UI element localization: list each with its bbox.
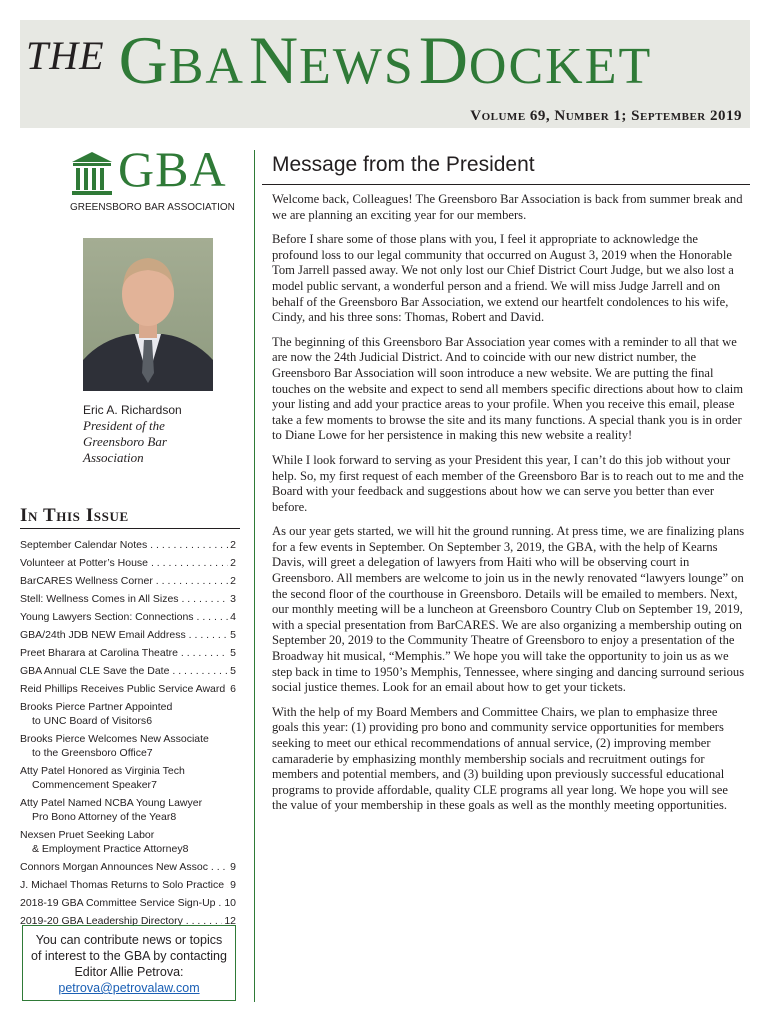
toc-divider: [20, 528, 240, 529]
contribute-text: You can contribute news or topics: [35, 933, 223, 947]
toc-item[interactable]: Volunteer at Potter’s House . . . 2: [20, 556, 236, 570]
article-body: [272, 192, 746, 823]
toc-item[interactable]: Connors Morgan Announces New Assoc . . . 9: [20, 860, 236, 874]
toc-item[interactable]: Brooks Pierce Welcomes New Associate to the Greensboro Office 7: [20, 733, 209, 759]
toc-item[interactable]: J. Michael Thomas Returns to Solo Practice . . . 9: [20, 878, 236, 892]
toc-item[interactable]: Young Lawyers Section: Connections . . . 4: [20, 610, 236, 624]
toc-item[interactable]: Stell: Wellness Comes in All Sizes . . . 3: [20, 592, 236, 606]
toc-item[interactable]: Atty Patel Named NCBA Young Lawyer Pro Bono Attorney of the Year 8: [20, 797, 203, 823]
toc-item[interactable]: GBA Annual CLE Save the Date . . . 5: [20, 664, 236, 678]
president-photo: [83, 238, 213, 391]
article-title-divider: [262, 184, 750, 185]
article-paragraph: Before I share some of those plans with you, I feel it appropriate to acknowledge the profound loss to our legal community that occurred on August 3, 2019 when the Honorable Tom Jarrell passed away. We not only lost our Chief District Court Judge, but we also lost a model public servant, a wonderful person and a friend. We will miss Judge Jarrell and on behalf of the Greensboro Bar Association, we extend our heartfelt condolences to his wife, Cindy, and his three sons: Thomas, Robert and David.: [272, 232, 734, 325]
article-paragraph: The beginning of this Greensboro Bar Association year comes with a reminder to all that we are now the 24th Judicial District. And to coincide with our new district number, the Greensboro Bar Association will soon introduce a new website. We are putting the final touches on the website and expect to send all members specific directions about how to claim your listing and add your practice areas to your profile. When you receive this email, please take a few moments to browse the site and its many functions. A special thank you is in order to Diane Lowe for her persistence in making this new website a reality!: [272, 334, 744, 443]
article-title: Message from the President: [272, 153, 535, 176]
toc-item[interactable]: Brooks Pierce Partner Appointed to UNC Board of Visitors 6: [20, 701, 173, 727]
article-paragraph: While I look forward to serving as your President this year, I can’t do this job without your help. So, my first request of each member of the Greensboro Bar is to reach out to me and the Board with your feedback and suggestions about how we can serve you better than ever before.: [272, 452, 744, 514]
president-title-line: Association: [83, 450, 144, 465]
toc-item[interactable]: GBA/24th JDB NEW Email Address . . . 5: [20, 628, 236, 642]
article-paragraph: As our year gets started, we will hit the ground running. At press time, we are finalizing plans for a few events in September. On September 3, 2019, the GBA, with the help of Kearns Davis, will greet a delegation of lawyers from Haiti who will be observing court in Greensboro. All members are welcome to join us in the newly renovated “lawyers lounge” on the second floor of the courthouse in Greensboro. Details will be emailed to members. Next, our monthly meeting will be a luncheon at Greensboro Country Club on September 19, 2019, with a special presentation from BarCARES. We are also organizing a membership outing on September 20, 2019 to the Community Theatre of Greensboro to enjoy a presentation of the Broadway hit musical, “Memphis.” We hope you will take the opportunity to join us as we step back in time to 1950’s Memphis, Tennessee, where singing and dancing surround serious social justice themes. Look for an email about how to get your tickets.: [272, 524, 745, 695]
gba-logo: [70, 141, 235, 216]
contribute-box: [22, 925, 236, 1001]
contribute-text: Editor Allie Petrova:: [74, 965, 184, 979]
issue-volume: Volume 69, Number 1; September 2019: [470, 108, 742, 124]
toc-item[interactable]: 2019-20 GBA Leadership Directory . . . 12: [20, 914, 236, 928]
president-name: Eric A. Richardson: [83, 403, 182, 417]
editor-email-link[interactable]: petrova@petrovalaw.com: [58, 981, 200, 995]
newsletter-title: THE GBA NEWS DOCKET: [26, 22, 653, 98]
portrait-illustration: [83, 238, 213, 391]
toc-item[interactable]: Preet Bharara at Carolina Theatre . . . 5: [20, 646, 236, 660]
president-caption: [83, 402, 182, 466]
contribute-text: of interest to the GBA by contacting: [31, 949, 227, 963]
president-title-line: Greensboro Bar: [83, 434, 167, 449]
courthouse-icon: [70, 150, 114, 198]
masthead: [20, 20, 750, 128]
article-paragraph: Welcome back, Colleagues! The Greensboro Bar Association is back from summer break and we are planning an exciting year for our members.: [272, 192, 743, 222]
toc-item[interactable]: BarCARES Wellness Corner . . . 2: [20, 574, 236, 588]
logo-text: GBA: [118, 141, 227, 197]
article-paragraph: With the help of my Board Members and Committee Chairs, we plan to emphasize three goals this year: (1) providing pro bono and community service opportunities for members seeking to meet our ethical recommendations of annual service, (2) improving member camaraderie by emphasizing monthly membership socials and recruitment outings for members and potential members, and (3) building upon previously successful educational programs to provide affordable, quality CLE programs all year long. We hope you will see the value of your membership in these goals as well as the monthly meeting opportunities.: [272, 704, 728, 813]
president-title-line: President of the: [83, 418, 165, 433]
toc-item[interactable]: Reid Phillips Receives Public Service Award . . . 6: [20, 682, 236, 696]
logo-subtitle: GREENSBORO BAR ASSOCIATION: [70, 202, 235, 213]
toc-heading: In This Issue: [20, 505, 129, 526]
table-of-contents: [20, 538, 236, 932]
toc-item[interactable]: Nexsen Pruet Seeking Labor & Employment Practice Attorney 8: [20, 829, 189, 855]
column-divider: [254, 150, 255, 1002]
toc-item[interactable]: September Calendar Notes . . . 2: [20, 538, 236, 552]
toc-item[interactable]: Atty Patel Honored as Virginia Tech Commencement Speaker 7: [20, 765, 185, 791]
toc-item[interactable]: 2018-19 GBA Committee Service Sign-Up . . . 10: [20, 896, 236, 910]
